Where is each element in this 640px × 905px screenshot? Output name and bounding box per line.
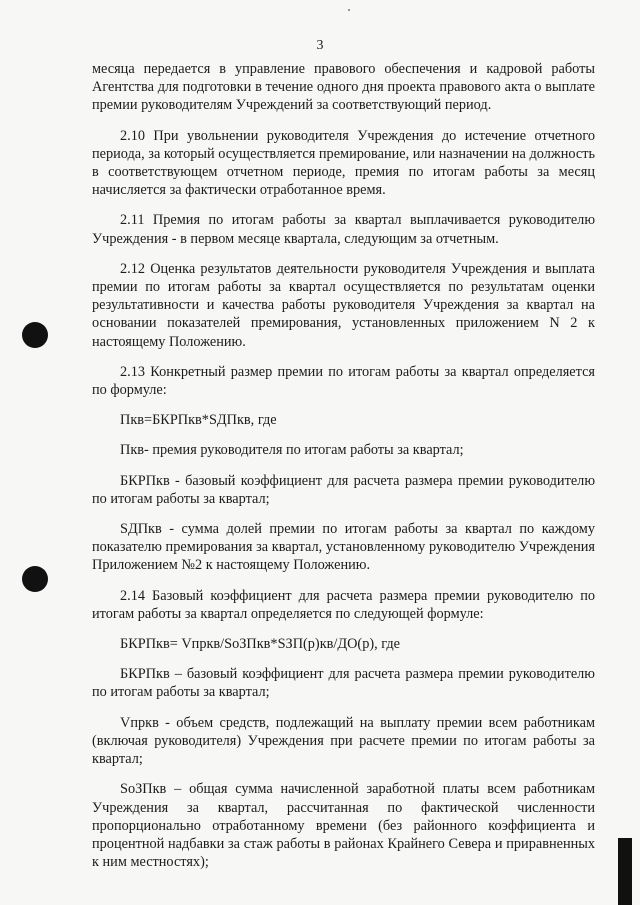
formula-premium: Пкв=БКРПкв*SДПкв, где <box>120 412 277 429</box>
paragraph-2-10: 2.10 При увольнении руководителя Учреждения до истечение отчетного периода, за который осуществляется премирование, или назначении на должность в соответствующем отчетном периоде, премия по итогам работы за месяц начисляется за фактически отработанное время. <box>92 127 595 199</box>
definition-bkrpkv-2: БКРПкв – базовый коэффициент для расчета размера премии руководителю по итогам работы за квартал; <box>92 666 595 701</box>
paragraph-2-14: 2.14 Базовый коэффициент для расчета размера премии руководителю по итогам работы за квартал определяется по следующей формуле: <box>92 587 595 622</box>
punch-hole-upper <box>22 322 48 348</box>
scan-edge-mark <box>618 838 632 905</box>
scan-speck <box>348 9 350 11</box>
definition-bkrpkv: БКРПкв - базовый коэффициент для расчета размера премии руководителю по итогам работы за квартал; <box>92 472 595 507</box>
punch-hole-lower <box>22 566 48 592</box>
paragraph-2-13: 2.13 Конкретный размер премии по итогам работы за квартал определяется по формуле: <box>92 363 595 399</box>
paragraph-2-11: 2.11 Премия по итогам работы за квартал выплачивается руководителю Учреждения - в первом месяце квартала, следующим за отчетным. <box>92 212 595 247</box>
document-body <box>92 60 595 883</box>
paragraph-2-12: 2.12 Оценка результатов деятельности руководителя Учреждения и выплата премии по итогам работы за квартал осуществляется по результатам оценки результативности и качества работы руководителя Учреждения за квартал на основании показателей премирования, установленных приложением N 2 к настоящему Положению. <box>92 260 595 350</box>
page-number: 3 <box>316 38 324 53</box>
paragraph-continuation: месяца передается в управление правового обеспечения и кадровой работы Агентства для подготовки в течение одного дня проекта правового акта о выплате премии руководителям Учреждений за соответствующий период. <box>92 61 595 114</box>
definition-sdpkv: SДПкв - сумма долей премии по итогам работы за квартал по каждому показателю премирования за квартал, установленному руководителю Учреждения Приложением №2 к настоящему Положению. <box>92 521 595 574</box>
formula-base-coefficient: БКРПкв= Vпркв/SoЗПкв*SЗП(р)кв/ДО(р), где <box>120 636 401 653</box>
definition-pkv: Пкв- премия руководителя по итогам работы за квартал; <box>120 442 464 459</box>
definition-vprkv: Vпркв - объем средств, подлежащий на выплату премии всем работникам (включая руководителя) Учреждения при расчете премии по итогам работы за квартал; <box>92 714 595 768</box>
definition-sozpkv: SoЗПкв – общая сумма начисленной заработной платы всем работникам Учреждения за квартал, рассчитанная по фактической численности пропорционально отработанному времени (без районного коэффициента и процентной надбавки за стаж работы в районах Крайнего Севера и приравненных к ним местностях); <box>92 781 595 871</box>
